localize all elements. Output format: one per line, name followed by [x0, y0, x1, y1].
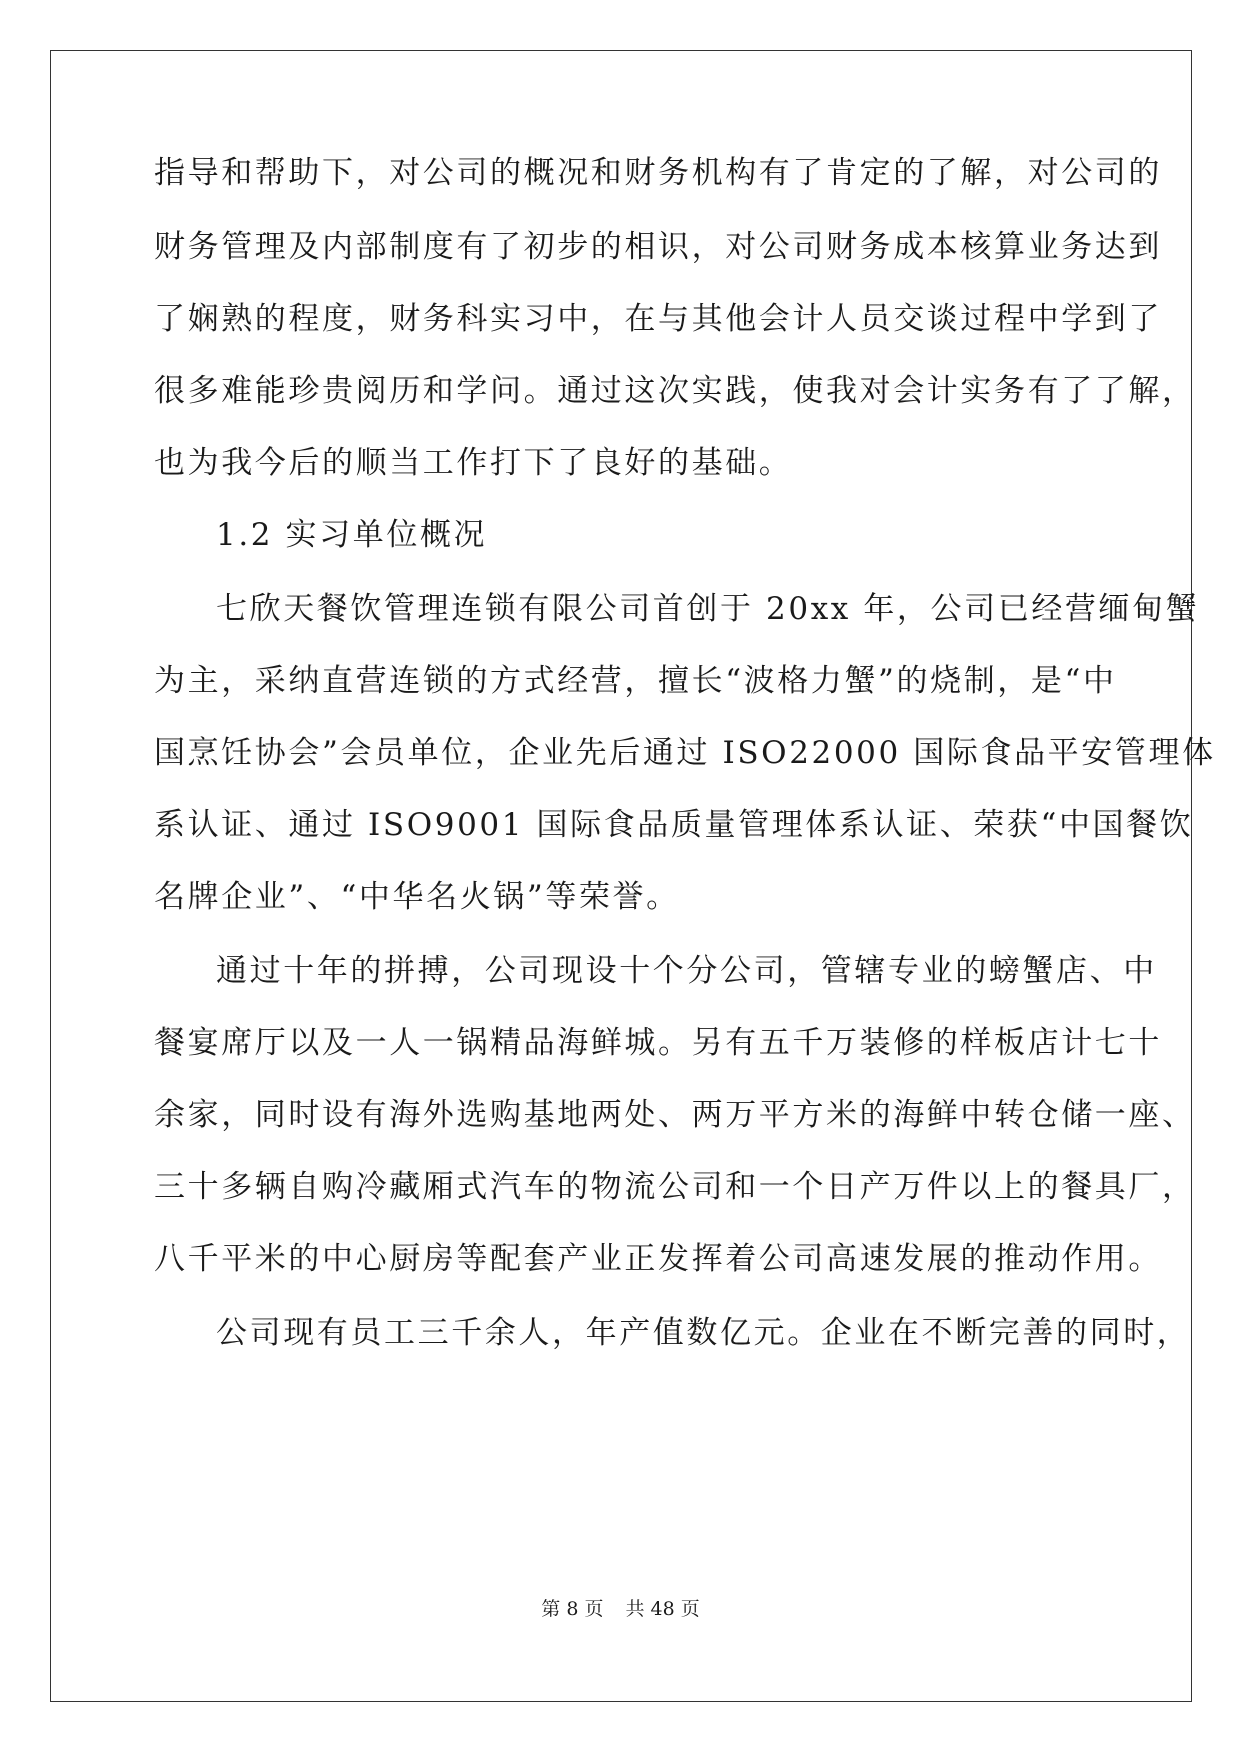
paragraph-line: 余家，同时设有海外选购基地两处、两万平方米的海鲜中转仓储一座、	[154, 1097, 1196, 1133]
paragraph-line: 也为我今后的顺当工作打下了良好的基础。	[154, 445, 793, 481]
paragraph-line: 财务管理及内部制度有了初步的相识，对公司财务成本核算业务达到	[154, 229, 1162, 265]
paragraph-line: 八千平米的中心厨房等配套产业正发挥着公司高速发展的推动作用。	[154, 1241, 1162, 1277]
paragraph-line: 三十多辆自购冷藏厢式汽车的物流公司和一个日产万件以上的餐具厂，	[154, 1169, 1196, 1205]
paragraph-line: 国烹饪协会”会员单位，企业先后通过 ISO22000 国际食品平安管理体	[154, 735, 1216, 771]
paragraph-line: 通过十年的拼搏，公司现设十个分公司，管辖专业的螃蟹店、中	[216, 953, 1157, 989]
paragraph-line: 很多难能珍贵阅历和学问。通过这次实践，使我对会计实务有了了解，	[154, 373, 1196, 409]
paragraph-line: 了娴熟的程度，财务科实习中，在与其他会计人员交谈过程中学到了	[154, 301, 1162, 337]
paragraph-line: 七欣天餐饮管理连锁有限公司首创于 20xx 年，公司已经营缅甸蟹	[216, 591, 1200, 627]
paragraph-line: 公司现有员工三千余人，年产值数亿元。企业在不断完善的同时，	[216, 1315, 1191, 1351]
paragraph-line: 为主，采纳直营连锁的方式经营，擅长“波格力蟹”的烧制，是“中	[154, 663, 1117, 699]
paragraph-line: 指导和帮助下，对公司的概况和财务机构有了肯定的了解，对公司的	[154, 155, 1162, 191]
paragraph-line: 系认证、通过 ISO9001 国际食品质量管理体系认证、荣获“中国餐饮	[154, 807, 1194, 843]
page-border	[50, 50, 1216, 1702]
page-total: 共 48 页	[625, 1598, 700, 1620]
paragraph-line: 餐宴席厅以及一人一锅精品海鲜城。另有五千万装修的样板店计七十	[154, 1025, 1162, 1061]
section-heading: 1.2 实习单位概况	[216, 517, 488, 553]
paragraph-line: 名牌企业”、“中华名火锅”等荣誉。	[154, 879, 680, 915]
page-number: 第 8 页	[541, 1598, 604, 1620]
page-footer	[0, 1597, 1241, 1621]
